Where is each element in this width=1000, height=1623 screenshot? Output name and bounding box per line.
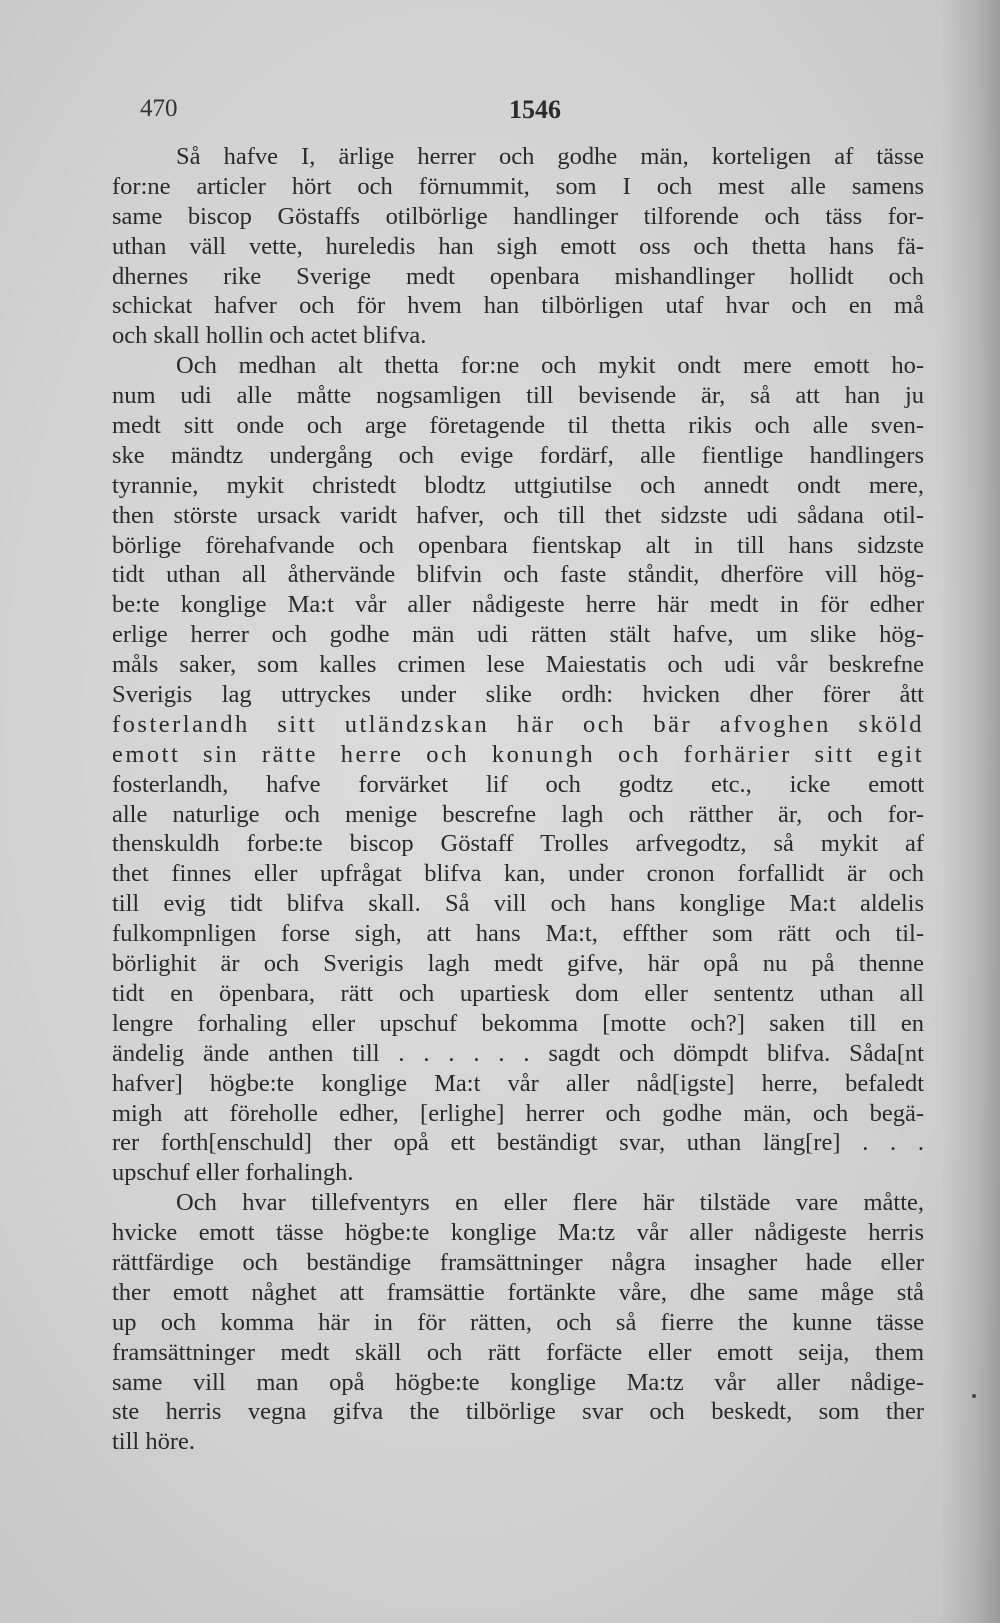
text-line: hvicke emott tässe högbe:te konglige Ma:tz vår aller nådigeste herris [112,1219,924,1247]
text-line: thenskuldh forbe:te biscop Göstaff Trolles arfvegodtz, så mykit af [112,830,924,858]
text-line: Sverigis lag uttryckes under slike ordh: hvicken dher förer ått [112,681,924,709]
text-line: rättfärdige och beständige framsättninger några insagher hade eller [112,1248,924,1276]
text-line: Så hafve I, ärlige herrer och godhe män, korteligen af tässe [176,143,924,170]
margin-speck [972,1394,976,1398]
text-line: then störste ursack varidt hafver, och till thet sidzste udi sådana otil- [112,501,924,529]
text-line: rer forth[enschuld] ther opå ett beständigt svar, uthan läng[re] . . . [112,1129,924,1157]
header-year: 1546 [509,95,561,124]
text-line: till höre. [112,1428,196,1456]
text-line: ste herris vegna gifva the tilbörlige svar och beskedt, som ther [112,1398,924,1426]
text-line: börlighit är och Sverigis lagh medt gifve, här opå nu på thenne [112,950,924,978]
text-line: erlige herrer och godhe män udi rätten stält hafve, um slike hög- [112,621,924,649]
text-line: up och komma här in för rätten, och så fierre the kunne tässe [112,1308,924,1336]
text-line: ändelig ände anthen till . . . . . . sagdt och dömpdt blifva. Såda[nt [112,1039,924,1067]
text-line: medt sitt onde och arge företagende til thetta rikis och alle sven- [112,412,924,440]
text-line: börlige förehafvande och openbara fientskap alt in till hans sidzste [112,531,924,559]
text-line: fulkompnligen forse sigh, att hans Ma:t, effther som rätt och til- [112,920,924,948]
text-line: uthan väll vette, hureledis han sigh emott oss och thetta hans fä- [112,232,924,260]
text-line: same biscop Göstaffs otilbörlige handlinger tilforende och täss for- [112,202,924,230]
running-header [140,95,930,135]
text-line: num udi alle måtte nogsamligen till bevisende är, så att han ju [112,382,924,410]
text-line: be:te konglige Ma:t vår aller nådigeste herre här medt in för edher [112,591,924,619]
text-line: framsättninger medt skäll och rätt forfäcte eller emott seija, them [112,1338,924,1366]
text-line: och skall hollin och actet blifva. [112,322,427,350]
text-line: tyrannie, mykit christedt blodtz uttgiutilse och annedt ondt mere, [112,471,924,499]
text-line: lengre forhaling eller upschuf bekomma [motte och?] saken till en [112,1009,924,1037]
text-line: ske mändtz undergång och evige fordärf, alle fientlige handlingers [112,441,924,469]
text-line: migh att föreholle edher, [erlighe] herrer och godhe män, och begä- [112,1099,924,1127]
body-text [112,142,924,1457]
text-line: upschuf eller forhalingh. [112,1159,354,1187]
text-line: måls saker, som kalles crimen lese Maiestatis och udi vår beskrefne [112,651,924,679]
text-line: hafver] högbe:te konglige Ma:t vår aller nåd[igste] herre, befaledt [112,1069,924,1097]
text-line: alle naturlige och menige bescrefne lagh och rätther är, och for- [112,800,924,828]
text-line: ther emott någhet att framsättie fortänkte våre, dhe same måge stå [112,1278,924,1306]
text-line: fosterlandh, hafve forvärket lif och godtz etc., icke emott [112,770,924,798]
text-line: fosterlandh sitt utländzskan här och bär afvoghen sköld [112,710,924,738]
text-line: Och hvar tillefventyrs en eller flere här tilstäde vare måtte, [176,1189,924,1217]
text-line: thet finnes eller upfrågat blifva kan, under cronon forfallidt är och [112,860,924,888]
text-line: Och medhan alt thetta for:ne och mykit ondt mere emott ho- [176,352,924,380]
text-line: till evig tidt blifva skall. Så vill och hans konglige Ma:t aldelis [112,890,924,918]
text-line: same vill man opå högbe:te konglige Ma:tz vår aller nådige- [112,1368,924,1396]
text-line: for:ne articler hört och förnummit, som I och mest alle samens [112,172,924,200]
text-line: dhernes rike Sverige medt openbara mishandlinger hollidt och [112,262,924,290]
text-line: tidt en öpenbara, rätt och upartiesk dom eller sententz uthan all [112,979,924,1007]
page-edge-shadow [940,0,1000,1623]
text-line: schickat hafver och för hvem han tilbörligen utaf hvar och en må [112,292,924,320]
text-line: emott sin rätte herre och konungh och forhärier sitt egit [112,740,924,768]
text-line: tidt uthan all åthervände blifvin och faste ståndit, dherföre vill hög- [112,561,924,589]
page-number: 470 [140,95,178,122]
